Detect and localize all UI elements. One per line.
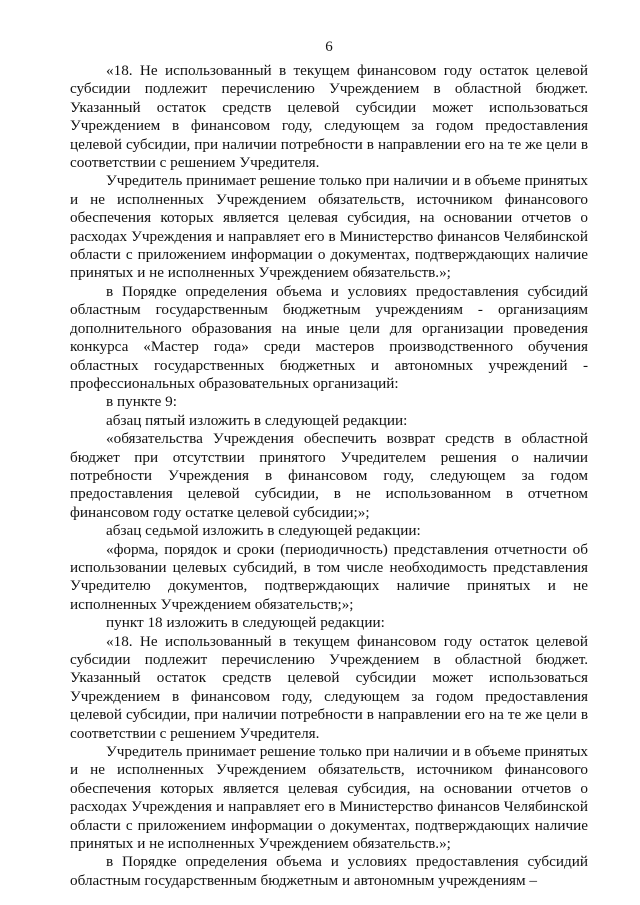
paragraph-2: Учредитель принимает решение только при наличии и в объеме принятых и не исполненных Учреждением обязательств, источником финансового обеспечения которых является целевая субсидия, на основании отчетов о расходах Учреждения и направляет его в Министерство финансов Челябинской области с приложением информации о документах, подтверждающих наличие принятых и не исполненных Учреждением обязательств.»; [70,172,588,282]
paragraph-6: «обязательства Учреждения обеспечить возврат средств в областной бюджет при отсутствии принятого Учредителем решения о наличии потребности Учреждения в финансовом году, следующем за годом предоставления целевой субсидии, в не использованном в отчетном финансовом году остатке целевой субсидии;»; [70,430,588,521]
paragraph-5: абзац пятый изложить в следующей редакции: [106,411,408,429]
paragraph-11: Учредитель принимает решение только при наличии и в объеме принятых и не исполненных Учреждением обязательств, источником финансового обеспечения которых является целевая субсидия, на основании отчетов о расходах Учреждения и направляет его в Министерство финансов Челябинской области с приложением информации о документах, подтверждающих наличие принятых и не исполненных Учреждением обязательств.»; [70,743,588,853]
paragraph-9: пункт 18 изложить в следующей редакции: [106,614,385,632]
paragraph-3: в Порядке определения объема и условиях предоставления субсидий областным государственным бюджетным учреждениям - организациям дополнительного образования на иные цели для организации проведения конкурса «Мастер года» среди мастеров производственного обучения областных государственных бюджетных и автономных учреждений - профессиональных образовательных организаций: [70,282,588,392]
page-number: 6 [325,39,333,55]
paragraph-7: абзац седьмой изложить в следующей редакции: [106,522,421,540]
paragraph-1: «18. Не использованный в текущем финансовом году остаток целевой субсидии подлежит перечислению Учреждением в областной бюджет. Указанный остаток средств целевой субсидии может использоваться Учреждением в финансовом году, следующем за годом предоставления целевой субсидии, при наличии потребности в направлении его на те же цели в соответствии с решением Учредителя. [70,62,588,172]
paragraph-8: «форма, порядок и сроки (периодичность) представления отчетности об использовании целевых субсидий, в том числе необходимость представления Учредителю документов, подтверждающих наличие принятых и не исполненных Учреждением обязательств;»; [70,540,588,613]
paragraph-10: «18. Не использованный в текущем финансовом году остаток целевой субсидии подлежит перечислению Учреждением в областной бюджет. Указанный остаток средств целевой субсидии может использоваться Учреждением в финансовом году, следующем за годом предоставления целевой субсидии, при наличии потребности в направлении его на те же цели в соответствии с решением Учредителя. [70,632,588,742]
paragraph-12: в Порядке определения объема и условиях предоставления субсидий областным государственным бюджетным и автономным учреждениям – [70,853,588,889]
paragraph-4: в пункте 9: [106,393,177,411]
